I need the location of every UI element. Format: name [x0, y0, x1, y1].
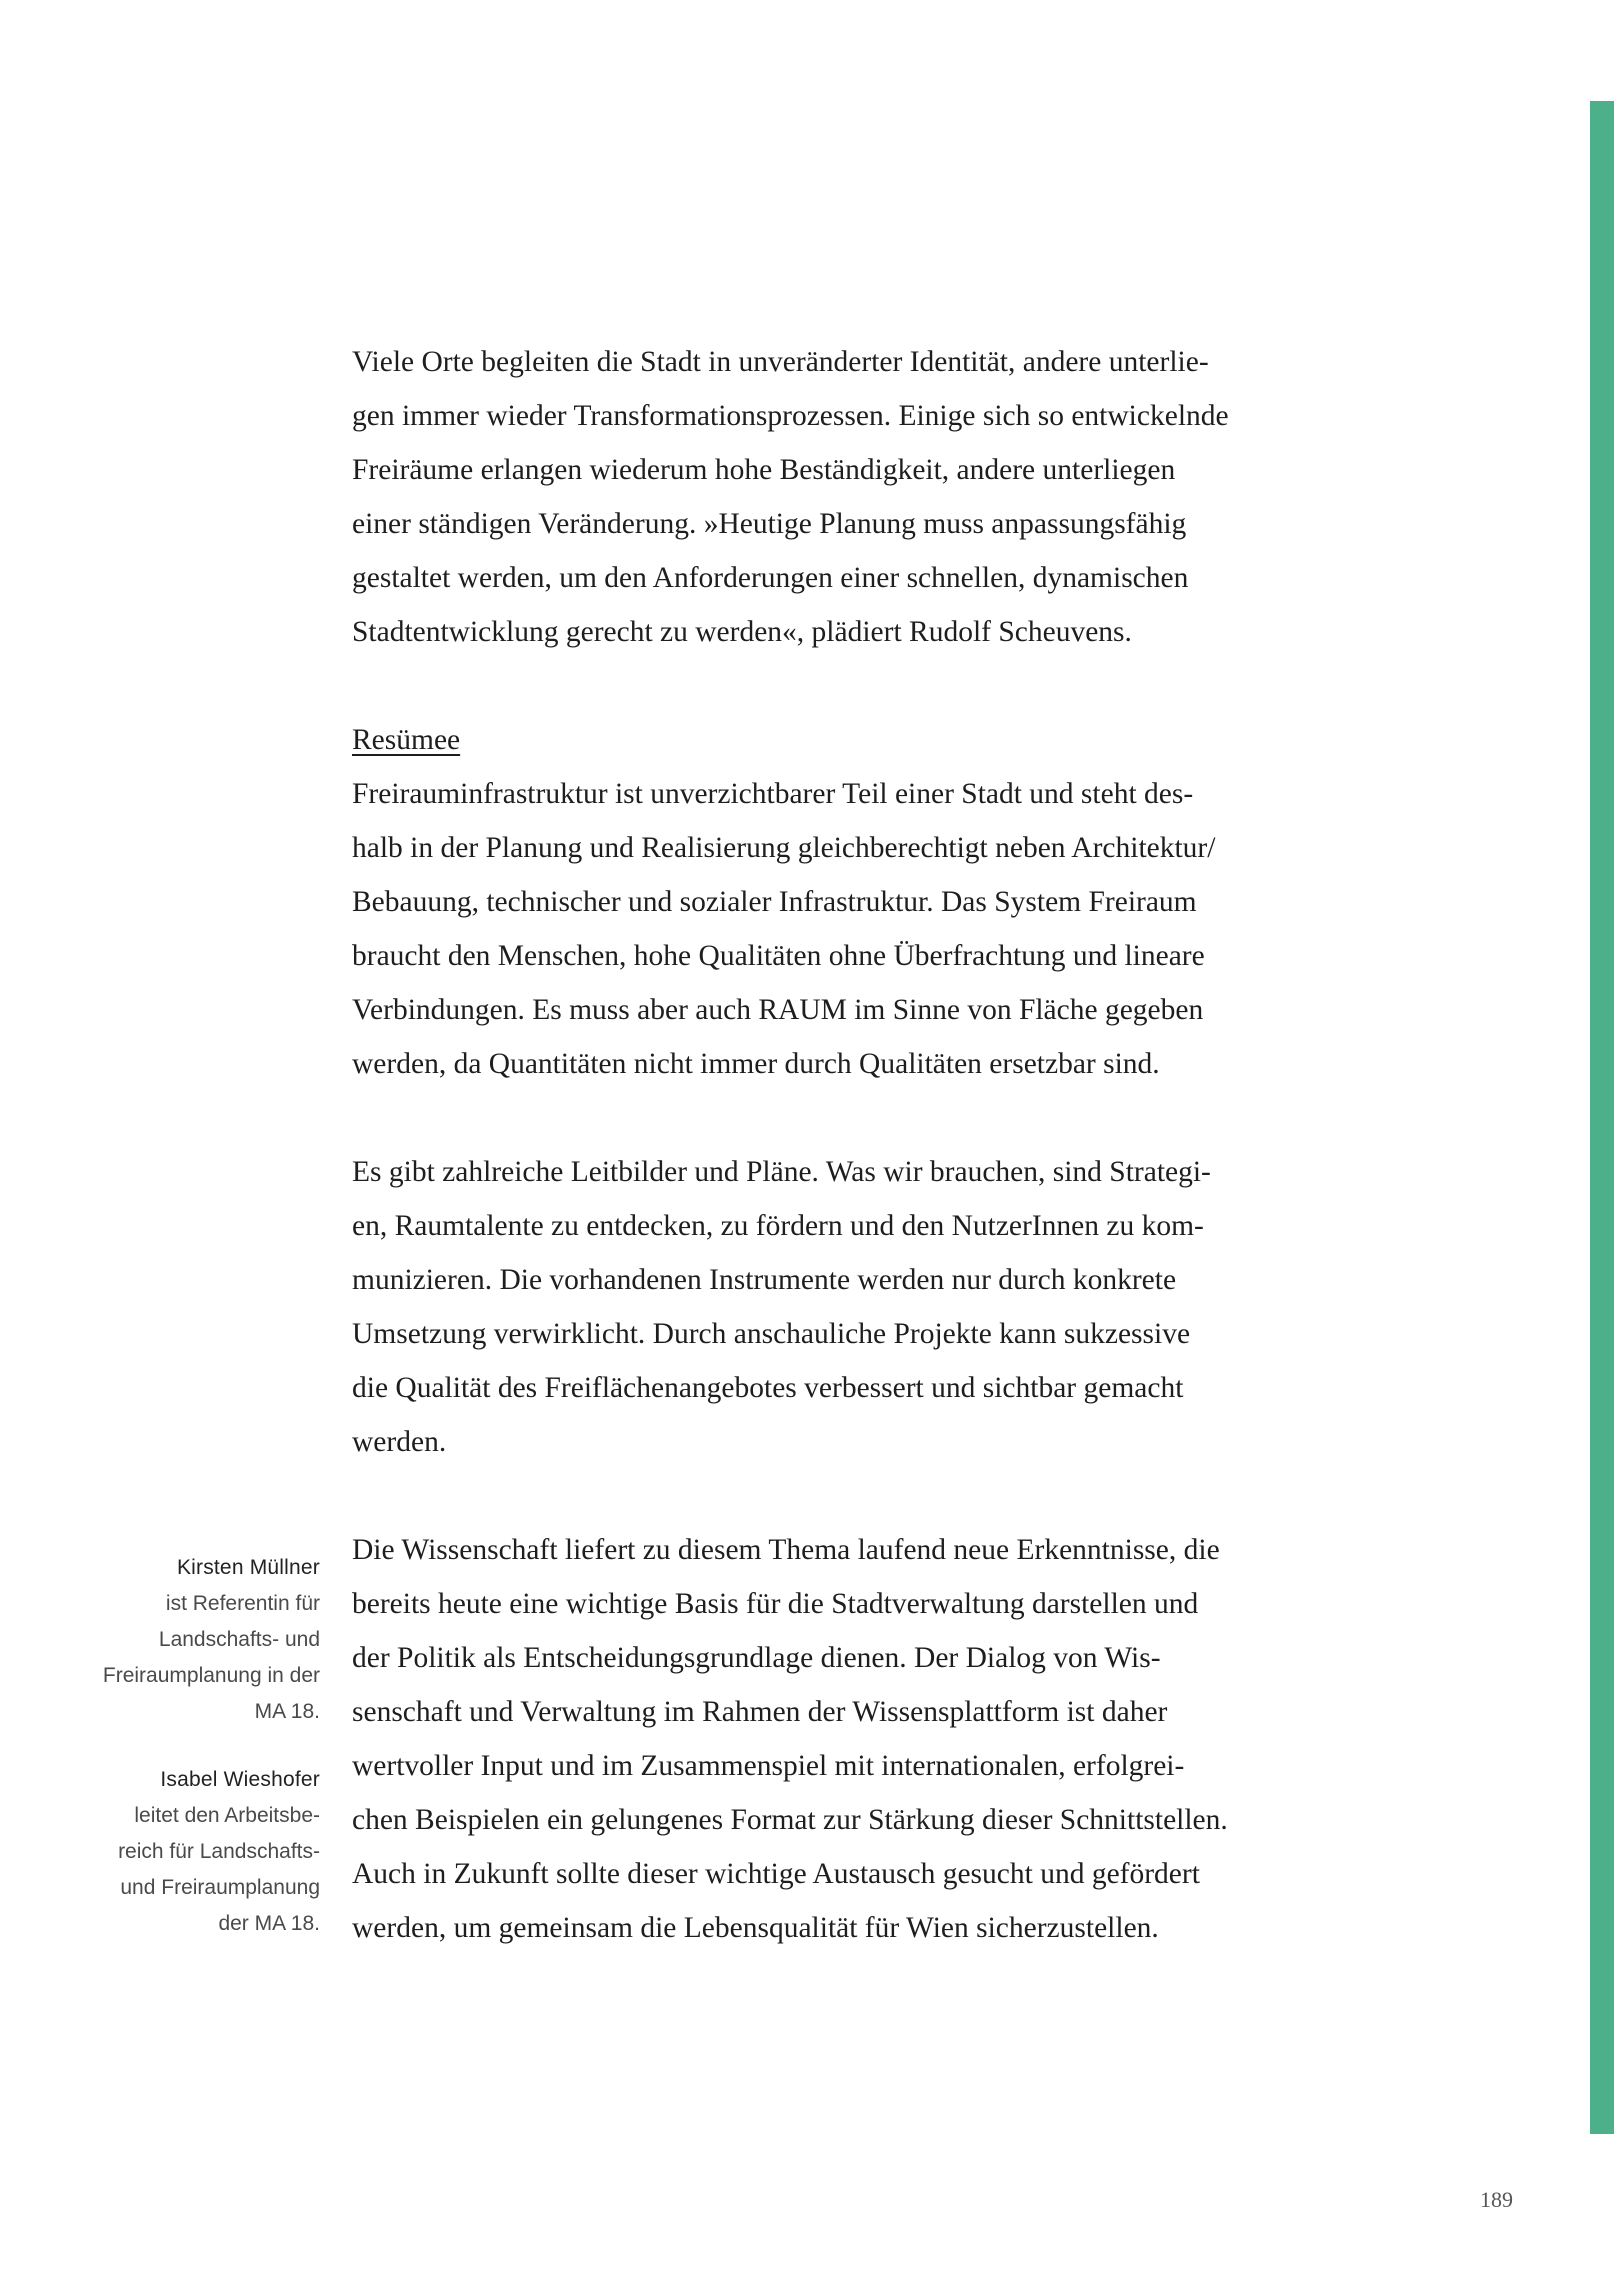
- accent-bar: [1590, 101, 1614, 2134]
- text-line: Bebauung, technischer und sozialer Infrastruktur. Das System Freiraum: [352, 886, 1197, 918]
- text-line: die Qualität des Freiflächenangebotes verbessert und sichtbar gemacht: [352, 1372, 1184, 1404]
- author-bio-line: Landschafts- und: [158, 1628, 320, 1651]
- text-line: halb in der Planung und Realisierung gleichberechtigt neben Architektur/: [352, 832, 1216, 864]
- paragraph-gap: [352, 1469, 1312, 1523]
- text-line: Stadtentwicklung gerecht zu werden«, plädiert Rudolf Scheuvens.: [352, 616, 1132, 648]
- text-line: bereits heute eine wichtige Basis für die Stadtverwaltung darstellen und: [352, 1588, 1199, 1620]
- text-line: Es gibt zahlreiche Leitbilder und Pläne. Was wir brauchen, sind Strategi-: [352, 1156, 1211, 1188]
- text-line: werden, da Quantitäten nicht immer durch Qualitäten ersetzbar sind.: [352, 1048, 1160, 1080]
- text-line: munizieren. Die vorhandenen Instrumente werden nur durch konkrete: [352, 1264, 1177, 1296]
- author-bio-line: ist Referentin für: [165, 1592, 320, 1615]
- text-line: einer ständigen Veränderung. »Heutige Planung muss anpassungsfähig: [352, 508, 1187, 540]
- text-line: braucht den Menschen, hohe Qualitäten ohne Überfrachtung und lineare: [352, 940, 1205, 972]
- author-bio-line: reich für Landschafts-: [118, 1840, 320, 1863]
- text-line: Verbindungen. Es muss aber auch RAUM im Sinne von Fläche gegeben: [352, 994, 1204, 1026]
- text-line: Freiräume erlangen wiederum hohe Beständigkeit, andere unterliegen: [352, 454, 1176, 486]
- paragraph-gap: [352, 1091, 1312, 1145]
- text-line: werden, um gemeinsam die Lebensqualität für Wien sicherzustellen.: [352, 1912, 1159, 1944]
- author-sidebar: [60, 1550, 320, 1942]
- text-line: gestaltet werden, um den Anforderungen einer schnellen, dynamischen: [352, 562, 1189, 594]
- text-line: Viele Orte begleiten die Stadt in unveränderter Identität, andere unterlie-: [352, 346, 1209, 378]
- paragraph-2: [352, 713, 1312, 1091]
- page-number: 189: [1480, 2187, 1513, 2212]
- author-bio-line: MA 18.: [254, 1700, 320, 1723]
- text-line: gen immer wieder Transformationsprozessen. Einige sich so entwickelnde: [352, 400, 1229, 432]
- author-bio: [60, 1550, 320, 1730]
- text-line: en, Raumtalente zu entdecken, zu fördern und den NutzerInnen zu kom-: [352, 1210, 1204, 1242]
- text-line: wertvoller Input und im Zusammenspiel mit internationalen, erfolgrei-: [352, 1750, 1185, 1782]
- paragraph-3: [352, 1145, 1312, 1469]
- text-line: Auch in Zukunft sollte dieser wichtige Austausch gesucht und gefördert: [352, 1858, 1200, 1890]
- paragraph-1: [352, 335, 1312, 659]
- text-line: Die Wissenschaft liefert zu diesem Thema laufend neue Erkenntnisse, die: [352, 1534, 1220, 1566]
- paragraph-4: [352, 1523, 1312, 1955]
- author-bio-line: leitet den Arbeitsbe-: [134, 1804, 320, 1827]
- text-line: der Politik als Entscheidungsgrundlage dienen. Der Dialog von Wis-: [352, 1642, 1161, 1674]
- author-bio-line: Freiraumplanung in der: [102, 1664, 320, 1687]
- text-line: chen Beispielen ein gelungenes Format zur Stärkung dieser Schnittstellen.: [352, 1804, 1228, 1836]
- body-text: [352, 335, 1312, 1955]
- paragraph-gap: [352, 659, 1312, 713]
- author-bio-line: und Freiraumplanung: [120, 1876, 320, 1899]
- author-bio-line: der MA 18.: [218, 1912, 320, 1935]
- author-name: Isabel Wieshofer: [160, 1768, 320, 1791]
- text-line: werden.: [352, 1426, 447, 1458]
- text-line: Freirauminfrastruktur ist unverzichtbarer Teil einer Stadt und steht des-: [352, 778, 1194, 810]
- section-heading: Resümee: [352, 724, 461, 756]
- text-line: senschaft und Verwaltung im Rahmen der Wissensplattform ist daher: [352, 1696, 1168, 1728]
- author-bio: [60, 1762, 320, 1942]
- text-line: Umsetzung verwirklicht. Durch anschauliche Projekte kann sukzessive: [352, 1318, 1191, 1350]
- author-name: Kirsten Müllner: [176, 1556, 320, 1579]
